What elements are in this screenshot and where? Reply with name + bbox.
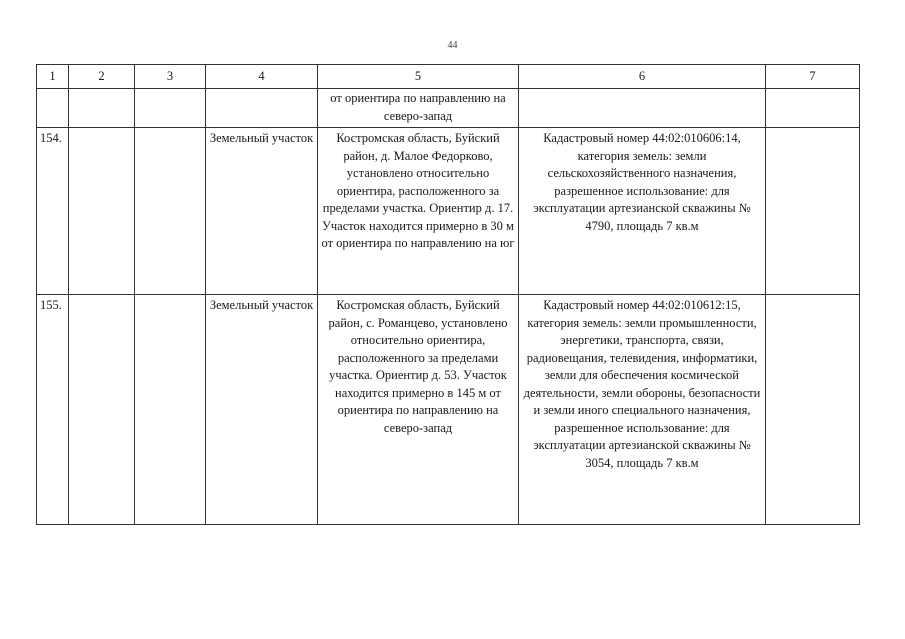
cell <box>206 89 318 128</box>
location-cell: Костромская область, Буйский район, д. Малое Федорково, установлено относительно ориентира, расположенного за пределами участка. Ориентир д. 17. Участок находится примерно в 30 м от ориентира по направлению на юг <box>318 128 519 295</box>
table-header <box>37 65 860 89</box>
table-row <box>37 295 860 525</box>
property-registry-table <box>36 64 860 525</box>
header-col-4: 4 <box>206 65 318 89</box>
header-col-2: 2 <box>69 65 135 89</box>
cell <box>135 89 206 128</box>
header-col-7: 7 <box>766 65 860 89</box>
header-row <box>37 65 860 89</box>
continuation-location-cell: от ориентира по направлению на северо-запад <box>318 89 519 128</box>
page-number: 44 <box>447 40 458 51</box>
row-number: 154. <box>37 128 69 295</box>
header-col-5: 5 <box>318 65 519 89</box>
object-type-cell: Земельный участок <box>206 295 318 525</box>
description-cell: Кадастровый номер 44:02:010606:14, категория земель: земли сельскохозяйственного назначения, разрешенное использование: для эксплуатации артезианской скважины № 4790, площадь 7 кв.м <box>519 128 766 295</box>
cell <box>37 89 69 128</box>
row-number: 155. <box>37 295 69 525</box>
cell <box>69 128 135 295</box>
table-row <box>37 128 860 295</box>
continuation-row <box>37 89 860 128</box>
object-type-cell: Земельный участок <box>206 128 318 295</box>
cell <box>135 295 206 525</box>
cell <box>766 295 860 525</box>
cell <box>69 89 135 128</box>
cell <box>766 89 860 128</box>
location-cell: Костромская область, Буйский район, с. Романцево, установлено относительно ориентира, расположенного за пределами участка. Ориентир д. 53. Участок находится примерно в 145 м от ориентира по направлению на северо-запад <box>318 295 519 525</box>
cell <box>135 128 206 295</box>
cell <box>766 128 860 295</box>
header-col-1: 1 <box>37 65 69 89</box>
cell <box>69 295 135 525</box>
header-col-6: 6 <box>519 65 766 89</box>
header-col-3: 3 <box>135 65 206 89</box>
cell <box>519 89 766 128</box>
description-cell: Кадастровый номер 44:02:010612:15, категория земель: земли промышленности, энергетики, транспорта, связи, радиовещания, телевидения, информатики, земли для обеспечения космической деятельности, земли обороны, безопасности и земли иного специального назначения, разрешенное использование: для эксплуатации артезианской скважины № 3054, площадь 7 кв.м <box>519 295 766 525</box>
